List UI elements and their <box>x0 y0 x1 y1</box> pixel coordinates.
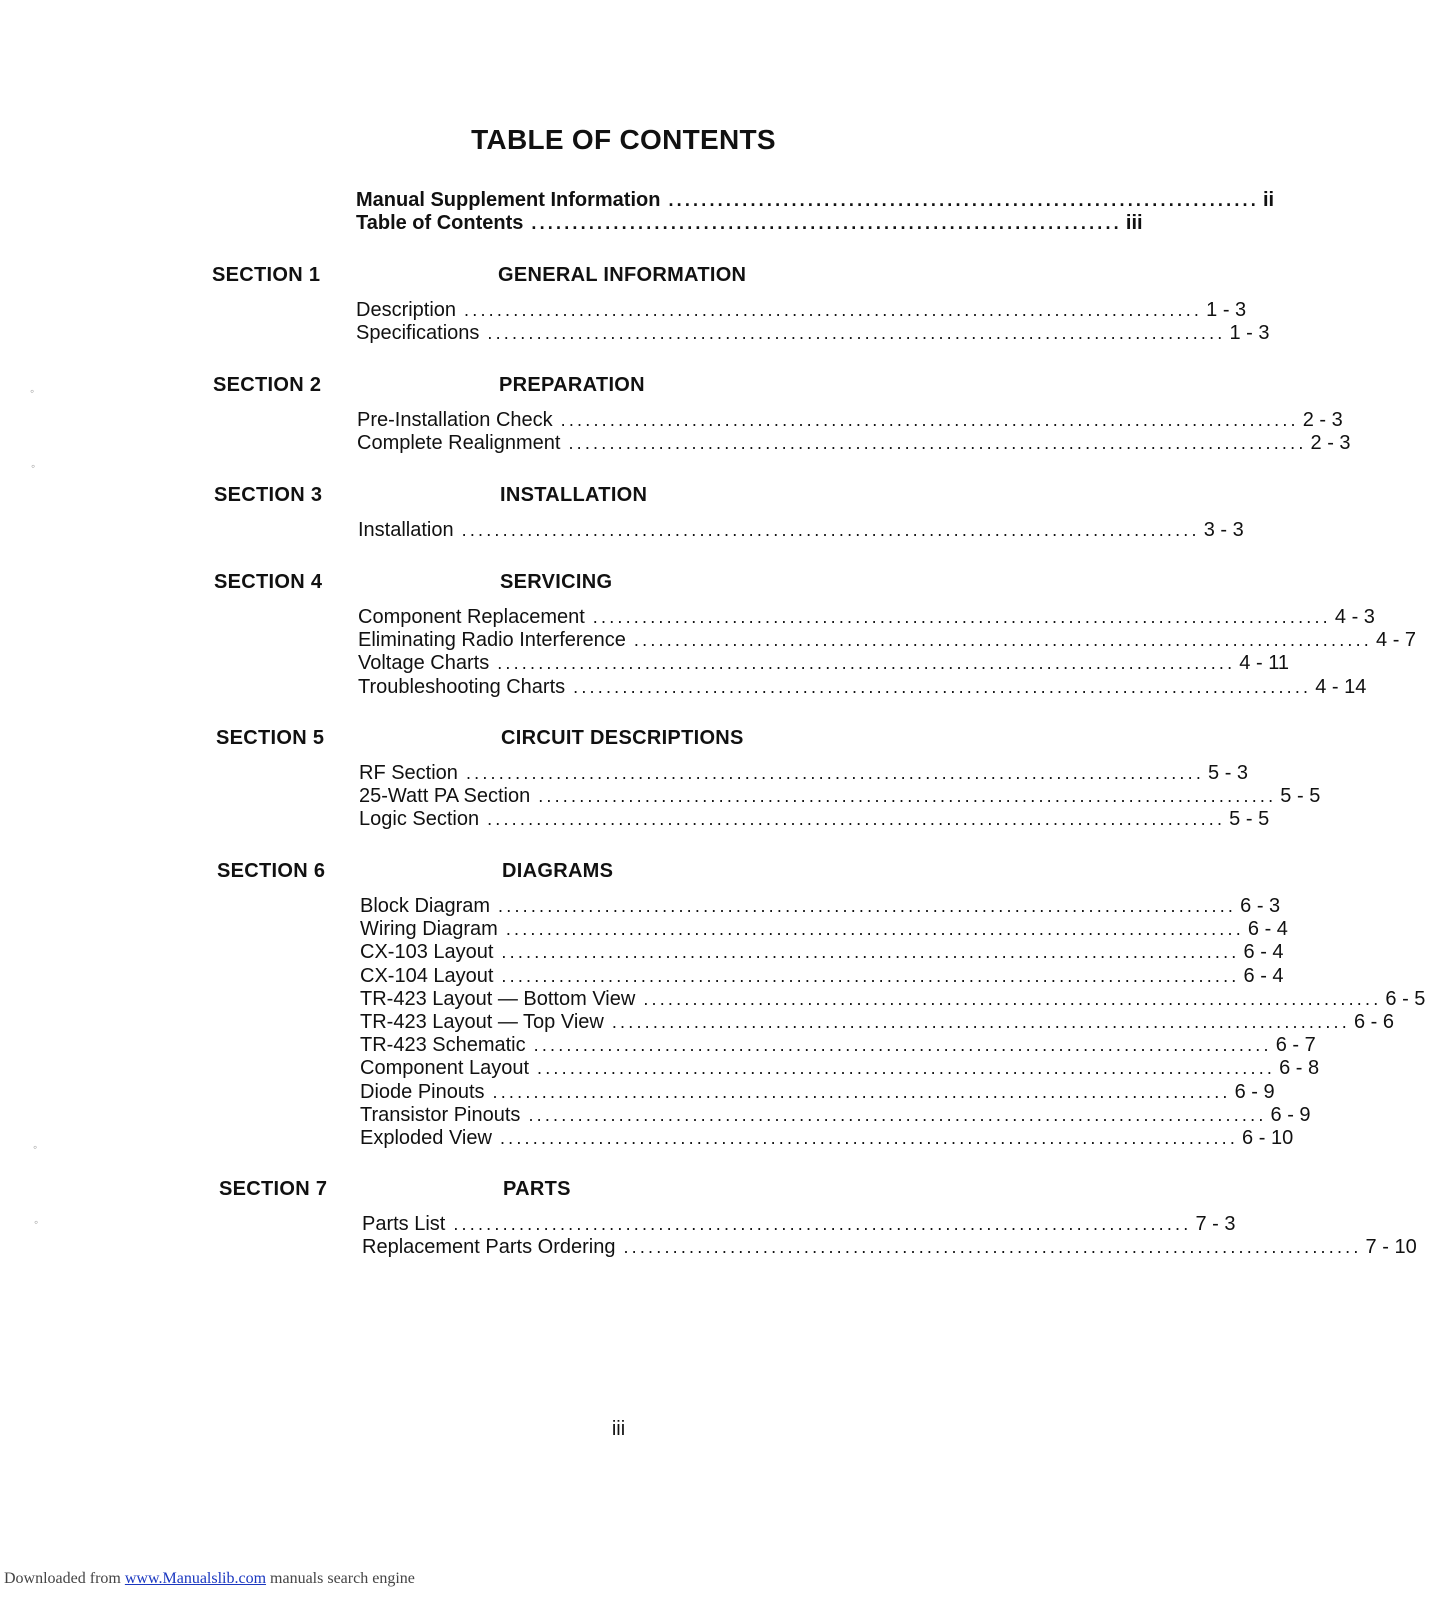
section-number: SECTION 3 <box>214 484 323 506</box>
toc-entry-page: 4 - 3 <box>1334 606 1375 628</box>
toc-entry-complete-realignment[interactable] <box>357 432 1351 455</box>
toc-entry-label: Troubleshooting Charts <box>358 676 566 698</box>
page-number: iii <box>611 1418 626 1440</box>
dot-leader: .......................................................................................... <box>465 763 1205 783</box>
scan-mark: ◦ <box>34 1215 39 1229</box>
dot-leader: .......................................................................................... <box>568 433 1307 453</box>
page-title: TABLE OF CONTENTS <box>471 124 776 155</box>
section-number: SECTION 6 <box>217 860 326 882</box>
toc-entry-component-layout[interactable] <box>360 1057 1320 1080</box>
toc-entry-parts-list[interactable] <box>362 1213 1236 1236</box>
dot-leader: .......................................................................................... <box>573 677 1312 697</box>
toc-entry-page: 5 - 3 <box>1208 762 1249 784</box>
toc-entry-page: 7 - 10 <box>1365 1236 1417 1258</box>
toc-entry-manual-supplement[interactable] <box>356 189 1275 212</box>
section-number: SECTION 7 <box>219 1178 328 1200</box>
footer-prefix: Downloaded from <box>4 1570 125 1587</box>
scan-mark: ◦ <box>30 384 35 398</box>
toc-entry-label: Block Diagram <box>360 895 491 917</box>
toc-entry-tr-423-layout-bottom-view[interactable] <box>360 988 1426 1011</box>
section-title: PARTS <box>503 1178 571 1200</box>
toc-entry-label: RF Section <box>359 762 458 784</box>
toc-entry-label: Manual Supplement Information <box>356 189 661 211</box>
toc-entry-page: 6 - 7 <box>1275 1034 1316 1056</box>
section-title: PREPARATION <box>499 374 645 396</box>
toc-entry-component-replacement[interactable] <box>358 606 1375 629</box>
toc-entry-label: Parts List <box>362 1213 446 1235</box>
dot-leader: .......................................................................................... <box>501 942 1240 962</box>
toc-entry-page: 2 - 3 <box>1310 432 1351 454</box>
toc-entry-page: 4 - 11 <box>1239 652 1289 674</box>
toc-entry-page: 6 - 8 <box>1279 1057 1320 1079</box>
toc-entry-label: CX-103 Layout <box>360 941 494 963</box>
dot-leader: .......................................................................................... <box>623 1237 1362 1257</box>
section-number: SECTION 2 <box>213 374 322 396</box>
section-title: CIRCUIT DESCRIPTIONS <box>501 727 744 749</box>
footer-link[interactable]: www.Manualslib.com <box>124 1570 267 1587</box>
toc-entry-label: Component Replacement <box>358 606 585 628</box>
toc-entry-voltage-charts[interactable] <box>358 652 1289 675</box>
toc-entry-page: 2 - 3 <box>1302 409 1343 431</box>
toc-entry-label: TR-423 Schematic <box>360 1034 526 1056</box>
footer-suffix: manuals search engine <box>266 1570 415 1587</box>
section-title: DIAGRAMS <box>502 860 614 882</box>
toc-entry-page: 6 - 3 <box>1240 895 1281 917</box>
toc-entry-label: Replacement Parts Ordering <box>362 1236 616 1258</box>
toc-entry-tr-423-schematic[interactable] <box>360 1034 1316 1057</box>
dot-leader: ........................................................................ <box>531 213 1122 233</box>
toc-entry-label: Installation <box>358 519 454 541</box>
toc-entry-label: Component Layout <box>360 1057 530 1079</box>
dot-leader: .......................................................................................... <box>487 323 1226 343</box>
toc-entry-label: Diode Pinouts <box>360 1081 485 1103</box>
toc-entry-replacement-parts-ordering[interactable] <box>362 1236 1417 1259</box>
toc-entry-specifications[interactable] <box>356 322 1270 345</box>
toc-entry-diode-pinouts[interactable] <box>360 1081 1275 1104</box>
toc-entry-tr-423-layout-top-view[interactable] <box>360 1011 1394 1034</box>
toc-entry-table-of-contents[interactable] <box>356 212 1143 235</box>
section-number: SECTION 1 <box>212 264 321 286</box>
toc-entry-page: 1 - 3 <box>1229 322 1270 344</box>
toc-entry-page: 6 - 10 <box>1242 1127 1294 1149</box>
dot-leader: .......................................................................................... <box>497 653 1236 673</box>
dot-leader: .......................................................................................... <box>528 1105 1267 1125</box>
toc-entry-label: Specifications <box>356 322 480 344</box>
dot-leader: .......................................................................................... <box>453 1214 1192 1234</box>
toc-entry-page: 6 - 6 <box>1353 1011 1394 1033</box>
toc-entry-label: TR-423 Layout — Top View <box>360 1011 604 1033</box>
dot-leader: .......................................................................................... <box>501 966 1240 986</box>
toc-entry-label: Pre-Installation Check <box>357 409 553 431</box>
section-title: INSTALLATION <box>500 484 648 506</box>
toc-entry-label: Wiring Diagram <box>360 918 498 940</box>
toc-entry-page: 5 - 5 <box>1229 808 1270 830</box>
toc-entry-label: Description <box>356 299 457 321</box>
toc-entry-page: 6 - 5 <box>1385 988 1426 1010</box>
toc-entry-description[interactable] <box>356 299 1247 322</box>
toc-entry-label: Table of Contents <box>356 212 524 234</box>
download-footer <box>4 1570 415 1588</box>
toc-entry-rf-section[interactable] <box>359 762 1249 785</box>
toc-entry-label: TR-423 Layout — Bottom View <box>360 988 636 1010</box>
dot-leader: .......................................................................................... <box>464 300 1203 320</box>
toc-entry-troubleshooting-charts[interactable] <box>358 676 1367 699</box>
toc-entry-exploded-view[interactable] <box>360 1127 1294 1150</box>
dot-leader: .......................................................................................... <box>537 1058 1276 1078</box>
toc-entry-pre-installation-check[interactable] <box>357 409 1343 432</box>
toc-entry-label: Eliminating Radio Interference <box>358 629 626 651</box>
toc-entry-page: 6 - 9 <box>1234 1081 1275 1103</box>
dot-leader: .......................................................................................... <box>533 1035 1272 1055</box>
toc-entry-page: 4 - 7 <box>1376 629 1417 651</box>
toc-entry-label: Voltage Charts <box>358 652 490 674</box>
dot-leader: .......................................................................................... <box>592 607 1331 627</box>
scan-mark: ◦ <box>31 459 36 473</box>
toc-entry-page: 6 - 4 <box>1243 965 1284 987</box>
toc-entry-eliminating-radio-interference[interactable] <box>358 629 1417 652</box>
toc-entry-label: Logic Section <box>359 808 480 830</box>
toc-entry-installation[interactable] <box>358 519 1244 542</box>
dot-leader: .......................................................................................... <box>611 1012 1350 1032</box>
section-number: SECTION 5 <box>216 727 325 749</box>
toc-entry-wiring-diagram[interactable] <box>360 918 1288 941</box>
toc-entry-logic-section[interactable] <box>359 808 1270 831</box>
toc-entry-label: 25-Watt PA Section <box>359 785 531 807</box>
toc-entry-label: Complete Realignment <box>357 432 561 454</box>
toc-entry-page: 1 - 3 <box>1206 299 1247 321</box>
dot-leader: .......................................................................................... <box>560 410 1299 430</box>
toc-entry-page: 3 - 3 <box>1203 519 1244 541</box>
scan-mark: ◦ <box>33 1140 38 1154</box>
dot-leader: .......................................................................................... <box>643 989 1382 1009</box>
section-title: GENERAL INFORMATION <box>498 264 747 286</box>
toc-entry-page: 4 - 14 <box>1315 676 1367 698</box>
dot-leader: .......................................................................................... <box>487 809 1226 829</box>
toc-entry-cx-104-layout[interactable] <box>360 965 1284 988</box>
toc-entry-page: 6 - 4 <box>1247 918 1288 940</box>
toc-entry-page: iii <box>1125 212 1143 234</box>
dot-leader: .......................................................................................... <box>492 1082 1231 1102</box>
toc-entry-page: 6 - 9 <box>1270 1104 1311 1126</box>
toc-entry-page: 6 - 4 <box>1243 941 1284 963</box>
toc-entry-cx-103-layout[interactable] <box>360 941 1284 964</box>
toc-entry-block-diagram[interactable] <box>360 895 1281 918</box>
toc-entry-page: ii <box>1262 189 1275 211</box>
dot-leader: .......................................................................................... <box>461 520 1200 540</box>
dot-leader: .......................................................................................... <box>499 1128 1239 1148</box>
toc-entry-label: CX-104 Layout <box>360 965 494 987</box>
toc-entry-transistor-pinouts[interactable] <box>360 1104 1311 1127</box>
toc-entry-label: Exploded View <box>360 1127 492 1149</box>
toc-entry-label: Transistor Pinouts <box>360 1104 521 1126</box>
section-number: SECTION 4 <box>214 571 323 593</box>
toc-entry-page: 5 - 5 <box>1280 785 1321 807</box>
dot-leader: .......................................................................................... <box>505 919 1244 939</box>
dot-leader: .......................................................................................... <box>538 786 1277 806</box>
dot-leader: ........................................................................ <box>668 190 1259 210</box>
section-title: SERVICING <box>500 571 613 593</box>
toc-entry-page: 7 - 3 <box>1195 1213 1236 1235</box>
dot-leader: .......................................................................................... <box>633 630 1373 650</box>
toc-entry-25-watt-pa-section[interactable] <box>359 785 1321 808</box>
dot-leader: .......................................................................................... <box>498 896 1237 916</box>
